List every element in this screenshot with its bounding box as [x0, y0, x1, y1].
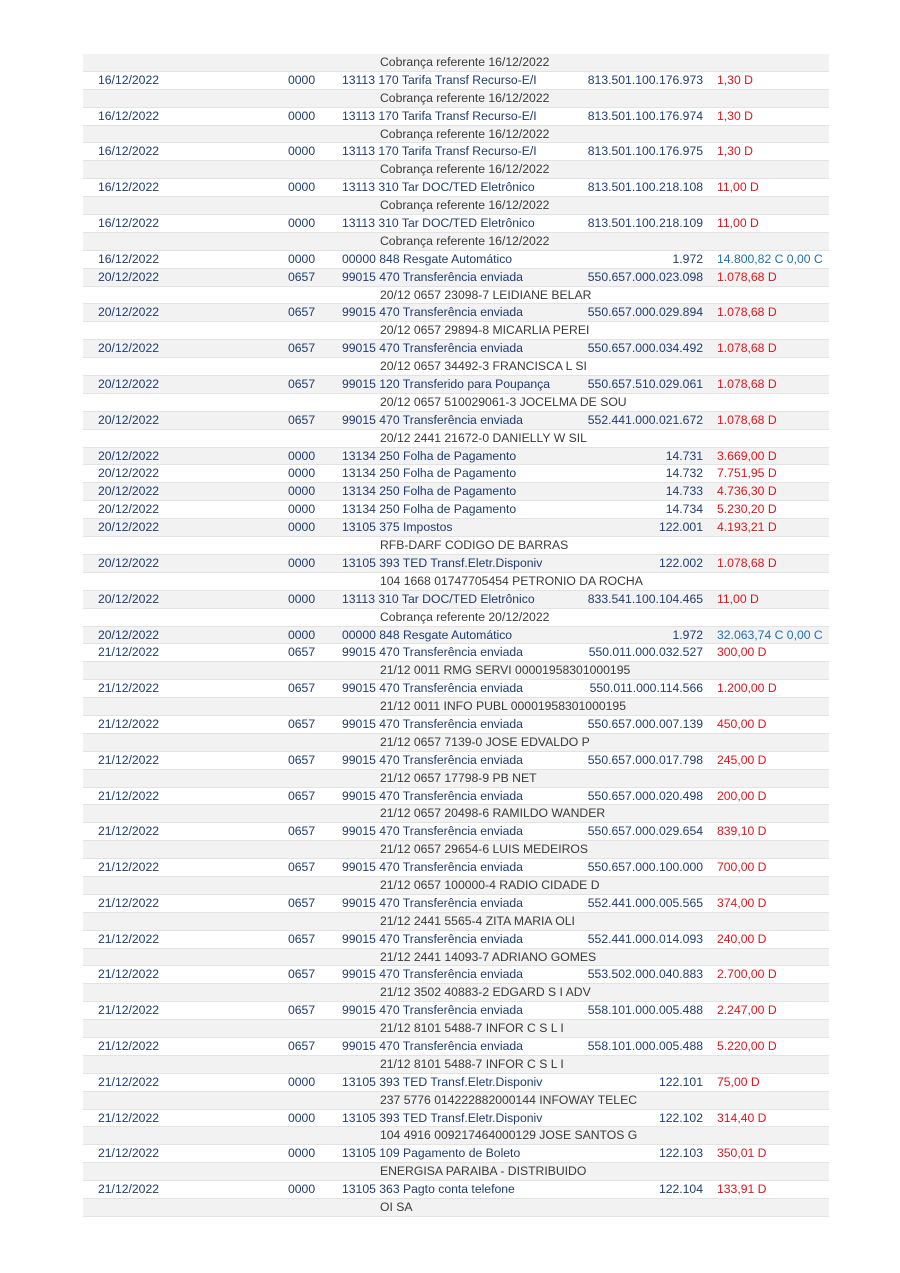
history-cell: 99015 470 Transferência enviada	[342, 269, 523, 284]
value-cell: 314,40 D	[717, 1110, 767, 1125]
description-text: 21/12 0011 INFO PUBL 00001958301000195	[380, 699, 626, 714]
history-cell: 13113 310 Tar DOC/TED Eletrônico	[342, 216, 535, 231]
agency-cell: 0000	[288, 1146, 316, 1161]
transaction-row	[83, 1110, 829, 1128]
description-row	[83, 770, 829, 788]
document-cell: 550.657.000.007.139	[587, 716, 703, 731]
document-cell: 14.733	[665, 484, 703, 499]
history-cell: 99015 470 Transferência enviada	[342, 1038, 523, 1053]
description-text: 20/12 0657 23098-7 LEIDIANE BELAR	[380, 287, 592, 302]
value-cell: 450,00 D	[717, 716, 767, 731]
history-cell: 99015 120 Transferido para Poupança	[342, 377, 551, 392]
agency-cell: 0000	[288, 1182, 316, 1197]
document-cell: 813.501.100.176.975	[587, 144, 703, 159]
transaction-row	[83, 465, 829, 483]
document-cell: 550.657.000.034.492	[587, 341, 703, 356]
description-text: OI SA	[380, 1200, 413, 1214]
description-row	[83, 358, 829, 376]
document-cell: 14.731	[665, 448, 703, 463]
date-cell: 21/12/2022	[98, 1074, 159, 1089]
value-cell: 1,30 D	[717, 108, 753, 123]
history-cell: 13105 393 TED Transf.Eletr.Disponiv	[342, 1110, 543, 1125]
document-cell: 1.972	[672, 627, 703, 642]
agency-cell: 0000	[288, 555, 316, 570]
transaction-row	[83, 644, 829, 662]
agency-cell: 0000	[288, 180, 316, 195]
history-cell: 13113 170 Tarifa Transf Recurso-E/I	[342, 108, 537, 123]
document-cell: 550.657.000.020.498	[587, 788, 703, 803]
history-cell: 13134 250 Folha de Pagamento	[342, 448, 517, 463]
history-cell: 99015 470 Transferência enviada	[342, 1003, 523, 1018]
date-cell: 21/12/2022	[98, 681, 159, 696]
agency-cell: 0000	[288, 1110, 316, 1125]
document-cell: 558.101.000.005.488	[587, 1038, 703, 1053]
transaction-row	[83, 376, 829, 394]
document-cell: 122.001	[658, 520, 703, 535]
agency-cell: 0657	[288, 752, 316, 767]
date-cell: 21/12/2022	[98, 860, 159, 875]
history-cell: 99015 470 Transferência enviada	[342, 341, 523, 356]
transaction-row	[83, 1038, 829, 1056]
document-cell: 813.501.100.218.108	[587, 180, 703, 195]
value-cell: 7.751,95 D	[717, 466, 777, 481]
history-cell: 13113 170 Tarifa Transf Recurso-E/I	[342, 144, 537, 159]
document-cell: 122.104	[658, 1182, 703, 1197]
description-row	[83, 698, 829, 716]
agency-cell: 0657	[288, 967, 316, 982]
history-cell: 13105 375 Impostos	[342, 520, 453, 535]
description-row	[83, 805, 829, 823]
date-cell: 20/12/2022	[98, 412, 159, 427]
agency-cell: 0657	[288, 269, 316, 284]
agency-cell: 0000	[288, 591, 316, 606]
value-cell: 700,00 D	[717, 860, 767, 875]
description-row	[83, 430, 829, 448]
description-row	[83, 54, 829, 72]
document-cell: 122.103	[658, 1146, 703, 1161]
description-text: RFB-DARF CODIGO DE BARRAS	[380, 538, 569, 553]
description-text: 21/12 2441 14093-7 ADRIANO GOMES	[380, 949, 597, 964]
document-cell: 550.657.000.023.098	[587, 269, 703, 284]
description-row	[83, 734, 829, 752]
description-text: 20/12 2441 21672-0 DANIELLY W SIL	[380, 430, 587, 445]
agency-cell: 0657	[288, 716, 316, 731]
transaction-row	[83, 555, 829, 573]
history-cell: 99015 470 Transferência enviada	[342, 681, 523, 696]
agency-cell: 0000	[288, 484, 316, 499]
date-cell: 20/12/2022	[98, 269, 159, 284]
date-cell: 21/12/2022	[98, 1110, 159, 1125]
description-row	[83, 161, 829, 179]
history-cell: 99015 470 Transferência enviada	[342, 716, 523, 731]
agency-cell: 0657	[288, 377, 316, 392]
value-cell: 1.078,68 D	[717, 377, 777, 392]
description-row	[83, 1020, 829, 1038]
history-cell: 99015 470 Transferência enviada	[342, 860, 523, 875]
transaction-row	[83, 519, 829, 537]
agency-cell: 0657	[288, 931, 316, 946]
date-cell: 20/12/2022	[98, 377, 159, 392]
document-cell: 813.501.100.176.973	[587, 72, 703, 87]
value-cell: 350,01 D	[717, 1146, 767, 1161]
transaction-row	[83, 1074, 829, 1092]
transaction-row	[83, 72, 829, 90]
value-cell: 240,00 D	[717, 931, 767, 946]
date-cell: 20/12/2022	[98, 555, 159, 570]
transaction-row	[83, 627, 829, 645]
date-cell: 21/12/2022	[98, 1038, 159, 1053]
document-cell: 14.734	[665, 502, 703, 517]
document-cell: 552.441.000.005.565	[587, 895, 703, 910]
document-cell: 552.441.000.021.672	[587, 412, 703, 427]
description-row	[83, 90, 829, 108]
date-cell: 16/12/2022	[98, 251, 159, 266]
agency-cell: 0657	[288, 645, 316, 660]
value-cell: 200,00 D	[717, 788, 767, 803]
date-cell: 16/12/2022	[98, 144, 159, 159]
value-cell: 2.247,00 D	[717, 1003, 777, 1018]
value-cell: 1.200,00 D	[717, 681, 777, 696]
transaction-row	[83, 895, 829, 913]
date-cell: 21/12/2022	[98, 967, 159, 982]
history-cell: 13113 310 Tar DOC/TED Eletrônico	[342, 591, 535, 606]
date-cell: 21/12/2022	[98, 1182, 159, 1197]
transaction-row	[83, 108, 829, 126]
transaction-row	[83, 251, 829, 269]
agency-cell: 0657	[288, 1038, 316, 1053]
description-row	[83, 877, 829, 895]
transaction-row	[83, 591, 829, 609]
agency-cell: 0000	[288, 520, 316, 535]
history-cell: 99015 470 Transferência enviada	[342, 645, 523, 660]
agency-cell: 0000	[288, 466, 316, 481]
transaction-row	[83, 823, 829, 841]
value-cell: 11,00 D	[717, 591, 759, 606]
document-cell: 558.101.000.005.488	[587, 1003, 703, 1018]
agency-cell: 0657	[288, 1003, 316, 1018]
date-cell: 21/12/2022	[98, 824, 159, 839]
transaction-row	[83, 304, 829, 322]
history-cell: 13134 250 Folha de Pagamento	[342, 502, 517, 517]
date-cell: 20/12/2022	[98, 502, 159, 517]
description-text: Cobrança referente 16/12/2022	[380, 126, 550, 141]
history-cell: 99015 470 Transferência enviada	[342, 412, 523, 427]
description-text: 21/12 0657 29654-6 LUIS MEDEIROS	[380, 842, 588, 857]
description-text: ENERGISA PARAIBA - DISTRIBUIDO	[380, 1164, 587, 1179]
date-cell: 16/12/2022	[98, 72, 159, 87]
description-row	[83, 197, 829, 215]
history-cell: 99015 470 Transferência enviada	[342, 931, 523, 946]
history-cell: 13105 393 TED Transf.Eletr.Disponiv	[342, 1074, 543, 1089]
document-cell: 550.657.000.100.000	[587, 860, 703, 875]
document-cell: 813.501.100.218.109	[587, 216, 703, 231]
date-cell: 16/12/2022	[98, 216, 159, 231]
document-cell: 550.011.000.114.566	[589, 681, 703, 696]
transaction-row	[83, 752, 829, 770]
date-cell: 20/12/2022	[98, 520, 159, 535]
description-row	[83, 394, 829, 412]
description-row	[83, 913, 829, 931]
value-cell: 1,30 D	[717, 144, 753, 159]
transaction-row	[83, 483, 829, 501]
description-text: 21/12 3502 40883-2 EDGARD S I ADV	[380, 985, 591, 1000]
value-cell: 32.063,74 C 0,00 C	[717, 627, 823, 642]
value-cell: 75,00 D	[717, 1074, 760, 1089]
value-cell: 300,00 D	[717, 645, 767, 660]
transaction-row	[83, 340, 829, 358]
transaction-row	[83, 966, 829, 984]
document-cell: 813.501.100.176.974	[587, 108, 703, 123]
date-cell: 20/12/2022	[98, 448, 159, 463]
description-row	[83, 1092, 829, 1110]
description-row	[83, 949, 829, 967]
date-cell: 21/12/2022	[98, 1146, 159, 1161]
transaction-row	[83, 788, 829, 806]
value-cell: 14.800,82 C 0,00 C	[717, 251, 823, 266]
date-cell: 16/12/2022	[98, 108, 159, 123]
history-cell: 99015 470 Transferência enviada	[342, 305, 523, 320]
transaction-row	[83, 501, 829, 519]
document-cell: 552.441.000.014.093	[587, 931, 703, 946]
description-row	[83, 984, 829, 1002]
description-text: Cobrança referente 16/12/2022	[380, 55, 550, 69]
history-cell: 00000 848 Resgate Automático	[342, 251, 513, 266]
value-cell: 1.078,68 D	[717, 555, 777, 570]
description-text: 20/12 0657 29894-8 MICARLIA PEREI	[380, 323, 590, 338]
agency-cell: 0657	[288, 788, 316, 803]
date-cell: 20/12/2022	[98, 341, 159, 356]
date-cell: 21/12/2022	[98, 716, 159, 731]
value-cell: 1,30 D	[717, 72, 753, 87]
description-text: 20/12 0657 510029061-3 JOCELMA DE SOU	[380, 394, 627, 409]
description-row	[83, 662, 829, 680]
document-cell: 550.657.510.029.061	[587, 377, 703, 392]
history-cell: 13105 109 Pagamento de Boleto	[342, 1146, 521, 1161]
transaction-row	[83, 269, 829, 287]
value-cell: 2.700,00 D	[717, 967, 777, 982]
date-cell: 20/12/2022	[98, 484, 159, 499]
history-cell: 99015 470 Transferência enviada	[342, 895, 523, 910]
value-cell: 1.078,68 D	[717, 305, 777, 320]
value-cell: 133,91 D	[717, 1182, 767, 1197]
date-cell: 20/12/2022	[98, 627, 159, 642]
document-cell: 1.972	[672, 251, 703, 266]
date-cell: 20/12/2022	[98, 466, 159, 481]
description-text: Cobrança referente 16/12/2022	[380, 90, 550, 105]
value-cell: 839,10 D	[717, 824, 767, 839]
agency-cell: 0000	[288, 448, 316, 463]
value-cell: 245,00 D	[717, 752, 767, 767]
description-text: Cobrança referente 16/12/2022	[380, 198, 550, 213]
agency-cell: 0657	[288, 824, 316, 839]
description-text: 21/12 8101 5488-7 INFOR C S L I	[380, 1021, 564, 1036]
transaction-row	[83, 859, 829, 877]
description-text: 104 1668 01747705454 PETRONIO DA ROCHA	[380, 573, 643, 588]
transaction-row	[83, 1145, 829, 1163]
agency-cell: 0000	[288, 502, 316, 517]
transaction-row	[83, 1181, 829, 1199]
description-row	[83, 573, 829, 591]
description-text: 21/12 0657 100000-4 RADIO CIDADE D	[380, 877, 600, 892]
agency-cell: 0000	[288, 216, 316, 231]
description-text: Cobrança referente 16/12/2022	[380, 162, 550, 177]
description-row	[83, 287, 829, 305]
date-cell: 20/12/2022	[98, 305, 159, 320]
description-text: 21/12 2441 5565-4 ZITA MARIA OLI	[380, 913, 575, 928]
agency-cell: 0000	[288, 108, 316, 123]
value-cell: 11,00 D	[717, 216, 759, 231]
transaction-row	[83, 179, 829, 197]
agency-cell: 0657	[288, 681, 316, 696]
agency-cell: 0657	[288, 860, 316, 875]
date-cell: 21/12/2022	[98, 1003, 159, 1018]
description-row	[83, 126, 829, 144]
history-cell: 99015 470 Transferência enviada	[342, 967, 523, 982]
document-cell: 550.657.000.029.654	[587, 824, 703, 839]
description-text: 21/12 0657 20498-6 RAMILDO WANDER	[380, 806, 606, 821]
agency-cell: 0657	[288, 895, 316, 910]
transaction-row	[83, 680, 829, 698]
description-text: 21/12 0657 7139-0 JOSE EDVALDO P	[380, 734, 590, 749]
agency-cell: 0657	[288, 341, 316, 356]
description-text: Cobrança referente 20/12/2022	[380, 609, 550, 624]
document-cell: 553.502.000.040.883	[587, 967, 703, 982]
date-cell: 21/12/2022	[98, 645, 159, 660]
date-cell: 20/12/2022	[98, 591, 159, 606]
value-cell: 11,00 D	[717, 180, 759, 195]
agency-cell: 0657	[288, 305, 316, 320]
document-cell: 14.732	[665, 466, 703, 481]
document-cell: 550.657.000.017.798	[587, 752, 703, 767]
transaction-row	[83, 143, 829, 161]
history-cell: 99015 470 Transferência enviada	[342, 824, 523, 839]
transaction-row	[83, 931, 829, 949]
date-cell: 21/12/2022	[98, 752, 159, 767]
value-cell: 1.078,68 D	[717, 341, 777, 356]
agency-cell: 0000	[288, 627, 316, 642]
transaction-row	[83, 1002, 829, 1020]
agency-cell: 0000	[288, 251, 316, 266]
date-cell: 21/12/2022	[98, 931, 159, 946]
date-cell: 21/12/2022	[98, 895, 159, 910]
document-cell: 550.011.000.032.527	[588, 645, 703, 660]
statement-table	[83, 54, 829, 1217]
description-text: Cobrança referente 16/12/2022	[380, 233, 550, 248]
agency-cell: 0657	[288, 412, 316, 427]
description-row	[83, 841, 829, 859]
description-text: 21/12 0657 17798-9 PB NET	[380, 770, 537, 785]
document-cell: 122.102	[658, 1110, 703, 1125]
description-row	[83, 233, 829, 251]
description-row	[83, 1127, 829, 1145]
transaction-row	[83, 716, 829, 734]
agency-cell: 0000	[288, 144, 316, 159]
value-cell: 4.736,30 D	[717, 484, 777, 499]
history-cell: 13113 170 Tarifa Transf Recurso-E/I	[342, 72, 537, 87]
description-row	[83, 609, 829, 627]
description-text: 237 5776 014222882000144 INFOWAY TELEC	[380, 1092, 638, 1107]
date-cell: 21/12/2022	[98, 788, 159, 803]
transaction-row	[83, 448, 829, 466]
history-cell: 99015 470 Transferência enviada	[342, 752, 523, 767]
agency-cell: 0000	[288, 1074, 316, 1089]
transaction-row	[83, 215, 829, 233]
agency-cell: 0000	[288, 72, 316, 87]
value-cell: 4.193,21 D	[717, 520, 777, 535]
description-row	[83, 1199, 829, 1217]
document-cell: 122.002	[658, 555, 703, 570]
document-cell: 833.541.100.104.465	[587, 591, 703, 606]
description-row	[83, 322, 829, 340]
history-cell: 00000 848 Resgate Automático	[342, 627, 513, 642]
description-row	[83, 1056, 829, 1074]
history-cell: 13105 393 TED Transf.Eletr.Disponiv	[342, 555, 543, 570]
history-cell: 13134 250 Folha de Pagamento	[342, 484, 517, 499]
description-text: 20/12 0657 34492-3 FRANCISCA L SI	[380, 359, 587, 374]
value-cell: 1.078,68 D	[717, 269, 777, 284]
date-cell: 16/12/2022	[98, 180, 159, 195]
history-cell: 13105 363 Pagto conta telefone	[342, 1182, 515, 1197]
description-text: 21/12 0011 RMG SERVI 00001958301000195	[380, 663, 631, 678]
description-text: 21/12 8101 5488-7 INFOR C S L I	[380, 1056, 564, 1071]
history-cell: 99015 470 Transferência enviada	[342, 788, 523, 803]
description-row	[83, 537, 829, 555]
history-cell: 13134 250 Folha de Pagamento	[342, 466, 517, 481]
transaction-row	[83, 412, 829, 430]
value-cell: 1.078,68 D	[717, 412, 777, 427]
description-text: 104 4916 009217464000129 JOSE SANTOS G	[380, 1128, 638, 1143]
description-row	[83, 1163, 829, 1181]
document-cell: 122.101	[658, 1074, 703, 1089]
value-cell: 5.220,00 D	[717, 1038, 777, 1053]
document-cell: 550.657.000.029.894	[587, 305, 703, 320]
value-cell: 3.669,00 D	[717, 448, 777, 463]
value-cell: 374,00 D	[717, 895, 767, 910]
value-cell: 5.230,20 D	[717, 502, 777, 517]
history-cell: 13113 310 Tar DOC/TED Eletrônico	[342, 180, 535, 195]
